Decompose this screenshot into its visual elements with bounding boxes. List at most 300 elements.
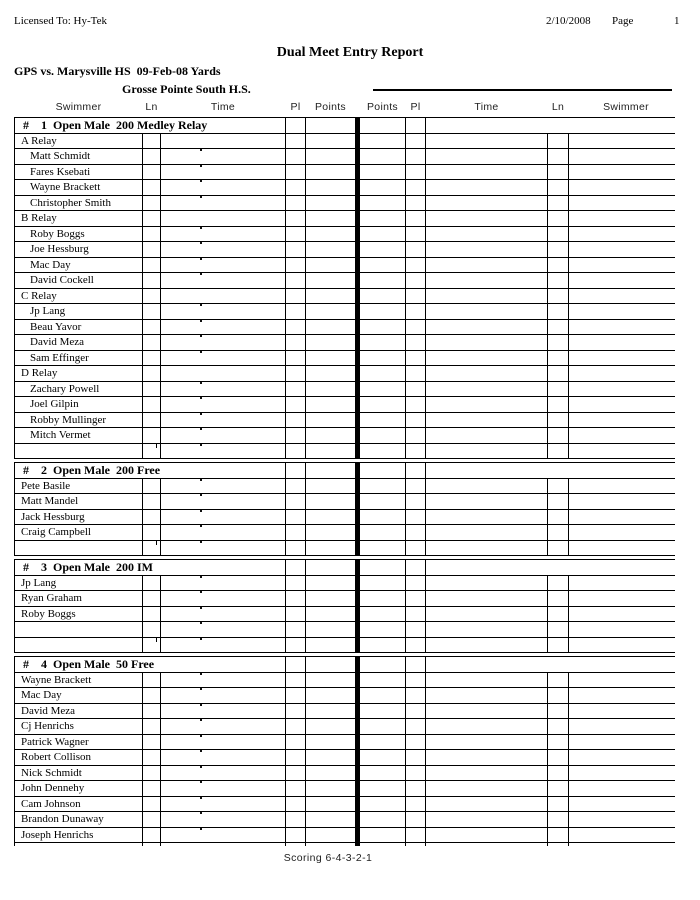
event-title: # 3 Open Male 200 IM: [15, 560, 285, 575]
lane-cell: [143, 688, 160, 703]
time-cell: [426, 320, 547, 335]
points-cell: [360, 165, 405, 180]
time-cell: [161, 273, 285, 288]
swimmer-name-cell: David Meza: [15, 335, 142, 350]
points-cell: [306, 289, 355, 304]
time-cell: [161, 134, 285, 149]
place-cell: [286, 382, 305, 397]
place-cell: [286, 413, 305, 428]
center-divider: [356, 273, 359, 288]
center-divider: [356, 149, 359, 164]
time-cell: [161, 704, 285, 719]
center-divider: [356, 289, 359, 304]
center-divider: [356, 428, 359, 443]
col-divider-spacer: [356, 101, 359, 113]
center-divider: [356, 781, 359, 796]
swimmer-name-cell: Jp Lang: [15, 304, 142, 319]
time-cell: [161, 766, 285, 781]
time-cell: [161, 366, 285, 381]
center-divider: [356, 797, 359, 812]
event-section: [14, 559, 675, 653]
points-cell: [306, 638, 355, 653]
center-divider: [356, 463, 359, 478]
swimmer-name-cell: [569, 382, 683, 397]
center-divider: [356, 607, 359, 622]
col-lane-left: Ln: [145, 101, 158, 113]
time-cell: [426, 211, 547, 226]
center-divider: [356, 258, 359, 273]
time-cell: [426, 719, 547, 734]
time-cell: [426, 180, 547, 195]
points-cell: [306, 165, 355, 180]
time-cell: [161, 211, 285, 226]
lane-cell: [548, 576, 568, 591]
place-cell: [406, 134, 425, 149]
lane-cell: [548, 704, 568, 719]
points-cell: [360, 607, 405, 622]
swimmer-name-cell: Patrick Wagner: [15, 735, 142, 750]
lane-cell: [143, 304, 160, 319]
points-cell: [360, 118, 405, 133]
points-cell: [306, 444, 355, 459]
center-divider: [356, 196, 359, 211]
points-cell: [360, 797, 405, 812]
col-swimmer-left: Swimmer: [55, 101, 102, 113]
col-points-right: Points: [367, 101, 398, 113]
lane-cell: [548, 413, 568, 428]
lane-cell: [548, 227, 568, 242]
time-cell: [426, 750, 547, 765]
points-cell: [360, 444, 405, 459]
swimmer-name-cell: [569, 525, 683, 540]
lane-cell: [548, 211, 568, 226]
lane-cell: [548, 180, 568, 195]
swimmer-name-cell: Mac Day: [15, 258, 142, 273]
lane-cell: [548, 607, 568, 622]
time-cell: [426, 397, 547, 412]
points-cell: [306, 320, 355, 335]
lane-cell: [548, 351, 568, 366]
points-cell: [360, 828, 405, 843]
lane-cell: [143, 735, 160, 750]
time-cell: [161, 510, 285, 525]
place-cell: [286, 607, 305, 622]
time-cell: [161, 622, 285, 637]
lane-cell: [143, 828, 160, 843]
time-cell: [161, 149, 285, 164]
time-cell: [426, 134, 547, 149]
swimmer-name-cell: [569, 541, 683, 556]
time-cell: [426, 335, 547, 350]
lane-cell: [143, 211, 160, 226]
swimmer-name-cell: [569, 165, 683, 180]
lane-cell: [143, 351, 160, 366]
lane-cell: [143, 428, 160, 443]
swimmer-name-cell: [569, 781, 683, 796]
center-divider: [356, 479, 359, 494]
place-cell: [286, 766, 305, 781]
swimmer-name-cell: [569, 750, 683, 765]
swimmer-name-cell: [569, 494, 683, 509]
time-cell: [426, 812, 547, 827]
swimmer-name-cell: Jack Hessburg: [15, 510, 142, 525]
place-cell: [406, 351, 425, 366]
swimmer-name-cell: Wayne Brackett: [15, 180, 142, 195]
lane-cell: [548, 781, 568, 796]
lane-cell: [548, 541, 568, 556]
points-cell: [360, 382, 405, 397]
lane-cell: [548, 304, 568, 319]
opponent-name-blank-line: [373, 89, 672, 91]
time-cell: [426, 688, 547, 703]
points-cell: [360, 227, 405, 242]
points-cell: [306, 366, 355, 381]
swimmer-name-cell: Sam Effinger: [15, 351, 142, 366]
lane-cell: [143, 320, 160, 335]
place-cell: [286, 479, 305, 494]
place-cell: [406, 227, 425, 242]
swimmer-name-cell: [569, 273, 683, 288]
time-cell: [426, 258, 547, 273]
time-cell: [426, 576, 547, 591]
lane-cell: [143, 397, 160, 412]
place-cell: [286, 735, 305, 750]
col-place-right: Pl: [410, 101, 421, 113]
lane-cell: [548, 638, 568, 653]
points-cell: [306, 607, 355, 622]
swimmer-name-cell: Robert Collison: [15, 750, 142, 765]
time-cell: [426, 196, 547, 211]
points-cell: [360, 289, 405, 304]
lane-cell: [548, 797, 568, 812]
time-cell: [426, 704, 547, 719]
place-cell: [286, 797, 305, 812]
lane-cell: [143, 673, 160, 688]
time-cell: [161, 494, 285, 509]
swimmer-name-cell: Joe Hessburg: [15, 242, 142, 257]
time-cell: [426, 510, 547, 525]
time-cell: [426, 149, 547, 164]
points-cell: [360, 735, 405, 750]
time-cell: [426, 607, 547, 622]
lane-cell: [143, 479, 160, 494]
time-cell: [426, 227, 547, 242]
center-divider: [356, 673, 359, 688]
time-cell: [161, 735, 285, 750]
points-cell: [306, 211, 355, 226]
points-cell: [306, 351, 355, 366]
time-cell: [161, 750, 285, 765]
lane-cell: [548, 750, 568, 765]
points-cell: [360, 673, 405, 688]
lane-cell: [548, 591, 568, 606]
points-cell: [306, 688, 355, 703]
lane-cell: [548, 382, 568, 397]
place-cell: [286, 211, 305, 226]
place-cell: [286, 704, 305, 719]
swimmer-name-cell: [569, 735, 683, 750]
place-cell: [406, 525, 425, 540]
swimmer-name-cell: [569, 351, 683, 366]
center-divider: [356, 704, 359, 719]
lane-cell: [143, 413, 160, 428]
points-cell: [306, 149, 355, 164]
center-divider: [356, 165, 359, 180]
points-cell: [306, 227, 355, 242]
lane-cell: [143, 781, 160, 796]
swimmer-name-cell: Christopher Smith: [15, 196, 142, 211]
place-cell: [286, 273, 305, 288]
swimmer-name-cell: Robby Mullinger: [15, 413, 142, 428]
points-cell: [306, 673, 355, 688]
center-divider: [356, 366, 359, 381]
lane-cell: [548, 673, 568, 688]
meet-name-and-date: GPS vs. Marysville HS 09-Feb-08 Yards: [14, 64, 221, 78]
center-divider: [356, 622, 359, 637]
opponent-entry-area: [426, 560, 683, 575]
place-cell: [286, 227, 305, 242]
place-cell: [286, 812, 305, 827]
place-cell: [406, 781, 425, 796]
place-cell: [286, 525, 305, 540]
place-cell: [286, 622, 305, 637]
swimmer-name-cell: [569, 227, 683, 242]
time-cell: [426, 428, 547, 443]
swimmer-name-cell: [569, 843, 683, 846]
points-cell: [360, 812, 405, 827]
points-cell: [306, 273, 355, 288]
time-cell: [161, 797, 285, 812]
lane-cell: [143, 622, 160, 637]
place-cell: [406, 444, 425, 459]
center-divider: [356, 591, 359, 606]
time-cell: [161, 242, 285, 257]
lane-cell: [548, 766, 568, 781]
place-cell: [406, 541, 425, 556]
center-divider: [356, 494, 359, 509]
center-divider: [356, 335, 359, 350]
time-cell: [161, 320, 285, 335]
time-cell: [426, 366, 547, 381]
lane-cell: [548, 494, 568, 509]
col-time-right: Time: [474, 101, 499, 113]
lane-cell: [143, 149, 160, 164]
points-cell: [306, 196, 355, 211]
column-header-row: [14, 101, 684, 113]
center-divider: [356, 413, 359, 428]
swimmer-name-cell: David Cockell: [15, 273, 142, 288]
points-cell: [306, 541, 355, 556]
time-cell: [161, 525, 285, 540]
time-cell: [161, 607, 285, 622]
place-cell: [406, 657, 425, 672]
place-cell: [286, 180, 305, 195]
time-cell: [426, 289, 547, 304]
lane-cell: [548, 444, 568, 459]
place-cell: [406, 242, 425, 257]
swimmer-name-cell: Roby Boggs: [15, 227, 142, 242]
center-divider: [356, 750, 359, 765]
center-divider: [356, 576, 359, 591]
lane-cell: [143, 289, 160, 304]
event-section: [14, 462, 675, 556]
lane-cell: [143, 227, 160, 242]
event-section: [14, 656, 675, 846]
time-cell: [161, 843, 285, 846]
time-cell: [426, 479, 547, 494]
points-cell: [360, 638, 405, 653]
lane-cell: [143, 180, 160, 195]
lane-cell: [143, 750, 160, 765]
swimmer-name-cell: [15, 444, 142, 459]
lane-cell: [548, 735, 568, 750]
place-cell: [406, 320, 425, 335]
place-cell: [406, 366, 425, 381]
swimmer-name-cell: [569, 304, 683, 319]
points-cell: [306, 242, 355, 257]
place-cell: [406, 258, 425, 273]
center-divider: [356, 180, 359, 195]
center-divider: [356, 657, 359, 672]
place-cell: [406, 607, 425, 622]
swimmer-name-cell: Wayne Brackett: [15, 673, 142, 688]
swimmer-name-cell: Pete Basile: [15, 479, 142, 494]
swimmer-name-cell: [569, 688, 683, 703]
center-divider: [356, 735, 359, 750]
points-cell: [360, 258, 405, 273]
col-points-left: Points: [315, 101, 346, 113]
lane-cell: [143, 273, 160, 288]
points-cell: [360, 719, 405, 734]
center-divider: [356, 304, 359, 319]
swimmer-name-cell: [569, 719, 683, 734]
points-cell: [360, 766, 405, 781]
event-title: # 1 Open Male 200 Medley Relay: [15, 118, 285, 133]
place-cell: [406, 118, 425, 133]
time-cell: [161, 719, 285, 734]
swimmer-name-cell: [15, 622, 142, 637]
swimmer-name-cell: Beau Yavor: [15, 320, 142, 335]
swimmer-name-cell: [569, 258, 683, 273]
swimmer-name-cell: D Relay: [15, 366, 142, 381]
points-cell: [306, 797, 355, 812]
swimmer-name-cell: [569, 335, 683, 350]
swimmer-name-cell: Mitch Vermet: [15, 428, 142, 443]
opponent-entry-area: [426, 463, 683, 478]
points-cell: [306, 134, 355, 149]
lane-cell: [548, 622, 568, 637]
time-cell: [161, 382, 285, 397]
place-cell: [286, 541, 305, 556]
center-divider: [356, 541, 359, 556]
center-divider: [356, 560, 359, 575]
center-divider: [356, 227, 359, 242]
report-title: Dual Meet Entry Report: [276, 45, 424, 60]
time-cell: [161, 351, 285, 366]
place-cell: [286, 781, 305, 796]
swimmer-name-cell: [569, 622, 683, 637]
swimmer-name-cell: David Meza: [15, 704, 142, 719]
place-cell: [406, 766, 425, 781]
points-cell: [360, 843, 405, 846]
place-cell: [286, 196, 305, 211]
place-cell: [286, 397, 305, 412]
time-cell: [161, 289, 285, 304]
time-cell: [426, 638, 547, 653]
time-cell: [161, 591, 285, 606]
points-cell: [306, 463, 355, 478]
points-cell: [360, 304, 405, 319]
points-cell: [306, 750, 355, 765]
lane-cell: [143, 766, 160, 781]
points-cell: [360, 211, 405, 226]
entry-table: [14, 117, 675, 849]
place-cell: [286, 149, 305, 164]
opponent-entry-area: [426, 657, 683, 672]
swimmer-name-cell: Mac Day: [15, 688, 142, 703]
swimmer-name-cell: [15, 843, 142, 846]
place-cell: [286, 242, 305, 257]
points-cell: [360, 149, 405, 164]
points-cell: [306, 576, 355, 591]
points-cell: [360, 428, 405, 443]
licensed-to-label: Licensed To: Hy-Tek: [14, 15, 107, 27]
place-cell: [406, 719, 425, 734]
swimmer-name-cell: [569, 428, 683, 443]
points-cell: [360, 781, 405, 796]
swimmer-name-cell: [569, 479, 683, 494]
swimmer-name-cell: [569, 397, 683, 412]
event-title: # 2 Open Male 200 Free: [15, 463, 285, 478]
lane-cell: [143, 196, 160, 211]
place-cell: [286, 289, 305, 304]
time-cell: [161, 335, 285, 350]
center-divider: [356, 843, 359, 846]
time-cell: [161, 673, 285, 688]
center-divider: [356, 118, 359, 133]
points-cell: [360, 576, 405, 591]
center-divider: [356, 351, 359, 366]
lane-cell: [548, 719, 568, 734]
points-cell: [360, 273, 405, 288]
lane-cell: [548, 397, 568, 412]
place-cell: [286, 118, 305, 133]
points-cell: [306, 735, 355, 750]
points-cell: [306, 382, 355, 397]
points-cell: [306, 180, 355, 195]
time-cell: [161, 479, 285, 494]
points-cell: [360, 242, 405, 257]
place-cell: [406, 494, 425, 509]
center-divider: [356, 688, 359, 703]
page-number: 1: [674, 15, 680, 27]
time-cell: [161, 304, 285, 319]
lane-cell: [548, 258, 568, 273]
place-cell: [406, 591, 425, 606]
points-cell: [306, 397, 355, 412]
swimmer-name-cell: [15, 541, 142, 556]
lane-cell: [143, 797, 160, 812]
time-cell: [161, 828, 285, 843]
center-divider: [356, 242, 359, 257]
lane-cell: [143, 719, 160, 734]
points-cell: [360, 622, 405, 637]
swimmer-name-cell: Cj Henrichs: [15, 719, 142, 734]
lane-cell: [143, 258, 160, 273]
place-cell: [406, 704, 425, 719]
points-cell: [360, 750, 405, 765]
report-date: 2/10/2008: [546, 15, 591, 27]
